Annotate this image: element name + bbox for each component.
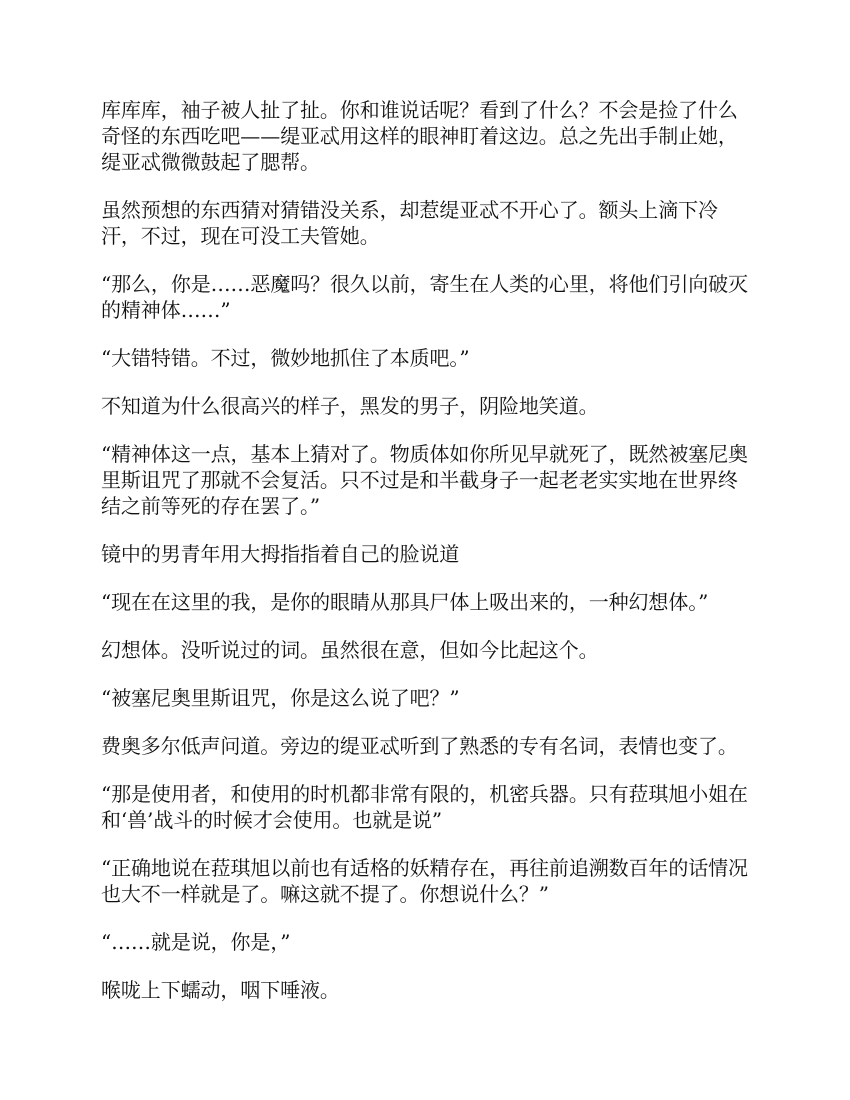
paragraph: 库库库，袖子被人扯了扯。你和谁说话呢？看到了什么？不会是捡了什么奇怪的东西吃吧——缇亚忒用这样的眼神盯着这边。总之先出手制止她，缇亚忒微微鼓起了腮帮。 [101, 98, 738, 174]
paragraph: “被塞尼奥里斯诅咒，你是这么说了吧？” [101, 686, 460, 710]
paragraph: 幻想体。没听说过的词。虽然很在意，但如今比起这个。 [101, 638, 599, 662]
paragraph: “大错特错。不过，微妙地抓住了本质吧。” [101, 346, 470, 370]
paragraph: 镜中的男青年用大拇指指着自己的脸说道 [101, 542, 460, 566]
paragraph: 不知道为什么很高兴的样子，黑发的男子，阴险地笑道。 [101, 394, 599, 418]
paragraph: “现在在这里的我，是你的眼睛从那具尸体上吸出来的，一种幻想体。” [101, 590, 709, 614]
paragraph: 费奥多尔低声问道。旁边的缇亚忒听到了熟悉的专有名词，表情也变了。 [101, 734, 738, 758]
paragraph: “……就是说，你是，” [101, 930, 291, 954]
paragraph: “正确地说在菈琪旭以前也有适格的妖精存在，再往前追溯数百年的话情况也大不一样就是了。嘛这就不提了。你想说什么？” [101, 856, 748, 906]
paragraph: 虽然预想的东西猜对猜错没关系，却惹缇亚忒不开心了。额头上滴下冷汗，不过，现在可没工夫管她。 [101, 198, 718, 248]
paragraph: “那么，你是……恶魔吗？很久以前，寄生在人类的心里，将他们引向破灭的精神体……” [101, 272, 748, 322]
paragraph: “精神体这一点，基本上猜对了。物质体如你所见早就死了，既然被塞尼奥里斯诅咒了那就不会复活。只不过是和半截身子一起老老实实地在世界终结之前等死的存在罢了。” [101, 442, 748, 518]
paragraph: “那是使用者，和使用的时机都非常有限的，机密兵器。只有菈琪旭小姐在和‘兽’战斗的时候才会使用。也就是说” [101, 782, 748, 832]
paragraph: 喉咙上下蠕动，咽下唾液。 [101, 978, 340, 1002]
document-body [101, 97, 753, 1025]
